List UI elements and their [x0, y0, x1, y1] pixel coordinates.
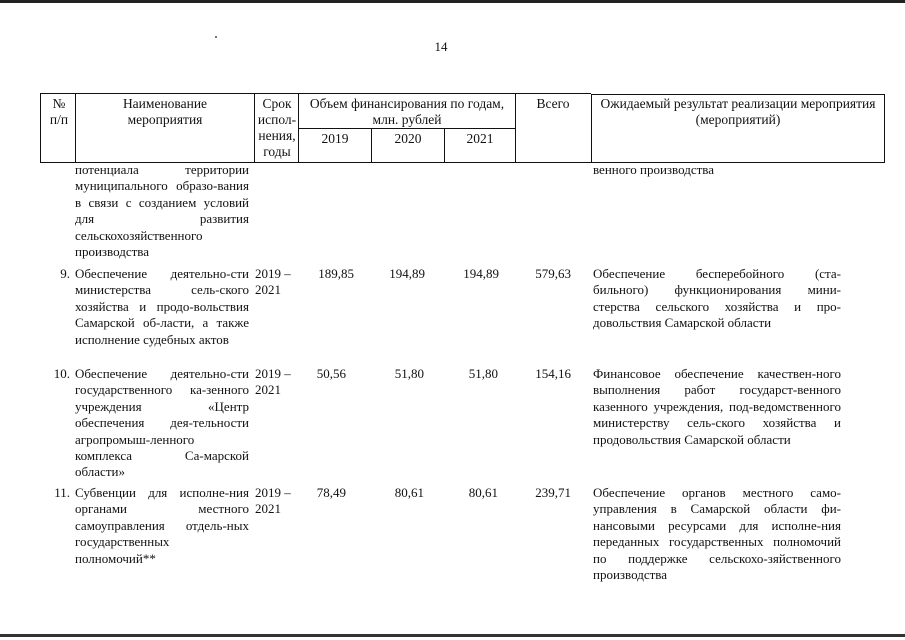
row-value-2020: 194,89: [389, 266, 425, 281]
header-year-2021: 2021: [466, 131, 494, 146]
row-value-2019: 50,56: [316, 366, 346, 381]
continuation-result: венного производства: [593, 162, 715, 177]
header-term: Срок испол-нения, годы: [257, 96, 297, 159]
row-total: 154,16: [535, 366, 571, 381]
header-year-2019: 2019: [321, 131, 349, 146]
row-name: Обеспечение деятельно-сти министерства сель-ского хозяйства и продо-вольствия Самарской об-ласти, а также исполнение судебных актов: [75, 266, 249, 347]
header-total: Всего: [536, 96, 570, 111]
page-number: 14: [434, 39, 448, 54]
row-result: Обеспечение бесперебойного (ста-бильного) функционирования мини-стерства сельского хозяйства и про-довольствия Самарской области: [593, 266, 841, 331]
row-total: 239,71: [535, 485, 571, 500]
header-result: Ожидаемый результат реализации мероприятия (мероприятий): [600, 96, 876, 127]
table-header: [40, 93, 876, 163]
row-name: Обеспечение деятельно-сти государственного ка-зенного учреждения «Центр обеспечения дея-тельности агропромыш-ленного комплекса Са-марской области»: [75, 366, 249, 480]
row-term: 2019 – 2021: [255, 485, 291, 517]
row-value-2020: 80,61: [394, 485, 424, 500]
header-name: Наименование мероприятия: [122, 96, 208, 127]
row-value-2021: 194,89: [463, 266, 499, 281]
row-value-2020: 51,80: [394, 366, 424, 381]
header-year-2020: 2020: [394, 131, 422, 146]
row-term: 2019 – 2021: [255, 266, 291, 298]
row-value-2019: 189,85: [318, 266, 354, 281]
row-value-2019: 78,49: [316, 485, 346, 500]
header-financing: Объем финансирования по годам, млн. рублей: [309, 96, 505, 127]
row-number: 10.: [53, 366, 70, 381]
row-number: 9.: [60, 266, 70, 281]
row-result: Финансовое обеспечение качествен-ного выполнения работ государст-венного казенного учреждения, под-ведомственного министерству сель-ского хозяйства и продовольствия Самарской области: [593, 366, 841, 447]
row-name: Субвенции для исполне-ния органами местного самоуправления отдель-ных государственных полномочий**: [75, 485, 249, 566]
bottom-border: [0, 634, 905, 637]
top-border: [0, 0, 905, 3]
row-result: Обеспечение органов местного само-управления в Самарской области фи-нансовыми ресурсами для исполне-ния переданных государственных полномочий по поддержке сельскохо-зяйственного производства: [593, 485, 841, 583]
scan-speck: [215, 36, 217, 38]
continuation-name: потенциала территории муниципального образо-вания в связи с созданием условий для развития сельскохозяйственного производства: [75, 162, 249, 260]
row-term: 2019 – 2021: [255, 366, 291, 398]
row-value-2021: 51,80: [468, 366, 498, 381]
header-number: № п/п: [49, 96, 69, 127]
row-number: 11.: [54, 485, 70, 500]
row-value-2021: 80,61: [468, 485, 498, 500]
row-total: 579,63: [535, 266, 571, 281]
